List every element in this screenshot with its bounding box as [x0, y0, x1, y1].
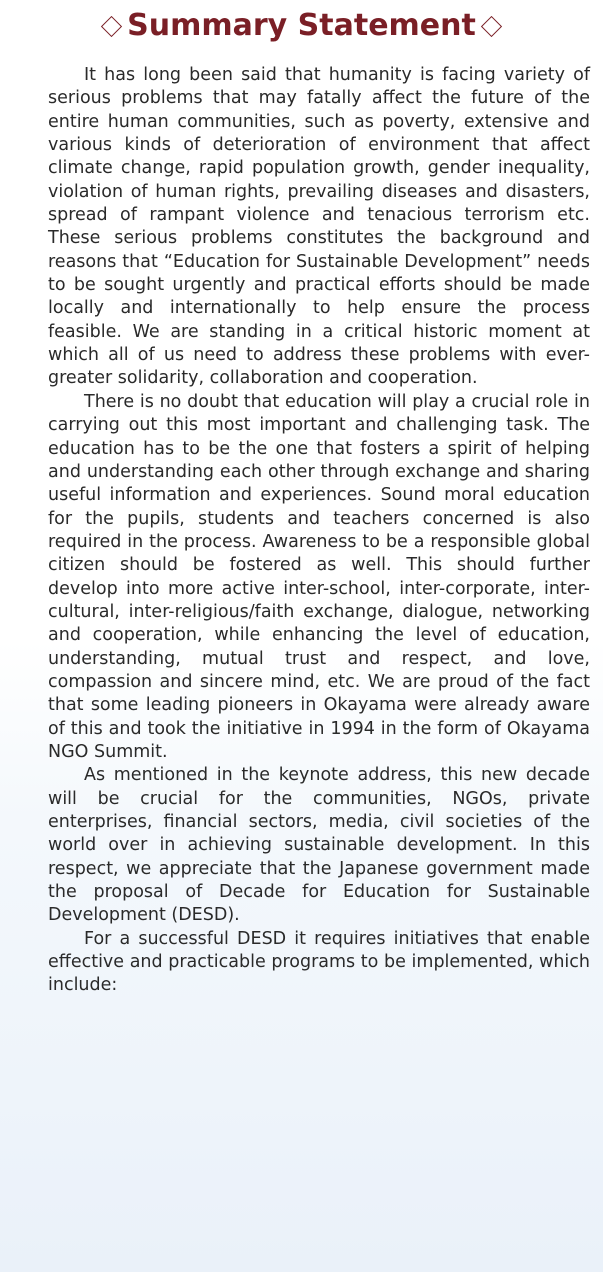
paragraph-1: It has long been said that humanity is facing variety of serious problems that may fatally affect the future of the entire human communities, such as poverty, extensive and various kinds of deterioration of environment that affect climate change, rapid population growth, gender inequality, violation of human rights, prevailing diseases and disasters, spread of rampant violence and tenacious terrorism etc. These serious problems constitutes the background and reasons that “Education for Sustainable Development” needs to be sought urgently and practical efforts should be made locally and internationally to help ensure the process feasible. We are standing in a critical historic moment at which all of us need to address these problems with ever-greater solidarity, collaboration and cooperation.	[48, 65, 590, 389]
page-title: Summary Statement	[127, 8, 476, 43]
paragraph-2: There is no doubt that education will play a crucial role in carrying out this most important and challenging task. The education has to be the one that fosters a spirit of helping and understanding each other through exchange and sharing useful information and experiences. Sound moral education for the pupils, students and teachers concerned is also required in the process. Awareness to be a responsible global citizen should be fostered as well. This should further develop into more active inter-school, inter-corporate, inter-cultural, inter-religious/faith exchange, dialogue, networking and cooperation, while enhancing the level of education, understanding, mutual trust and respect, and love, compassion and sincere mind, etc. We are proud of the fact that some leading pioneers in Okayama were already aware of this and took the initiative in 1994 in the form of Okayama NGO Summit.	[48, 391, 590, 762]
diamond-right-icon	[481, 15, 502, 36]
paragraph-4: For a successful DESD it requires initiatives that enable effective and practicable programs to be implemented, which include:	[48, 928, 590, 996]
diamond-left-icon	[101, 15, 122, 36]
paragraph-3: As mentioned in the keynote address, this new decade will be crucial for the communities, NGOs, private enterprises, financial sectors, media, civil societies of the world over in achieving sustainable development. In this respect, we appreciate that the Japanese government made the proposal of Decade for Education for Sustainable Development (DESD).	[48, 765, 590, 926]
body-text	[48, 64, 590, 998]
heading	[0, 4, 603, 48]
